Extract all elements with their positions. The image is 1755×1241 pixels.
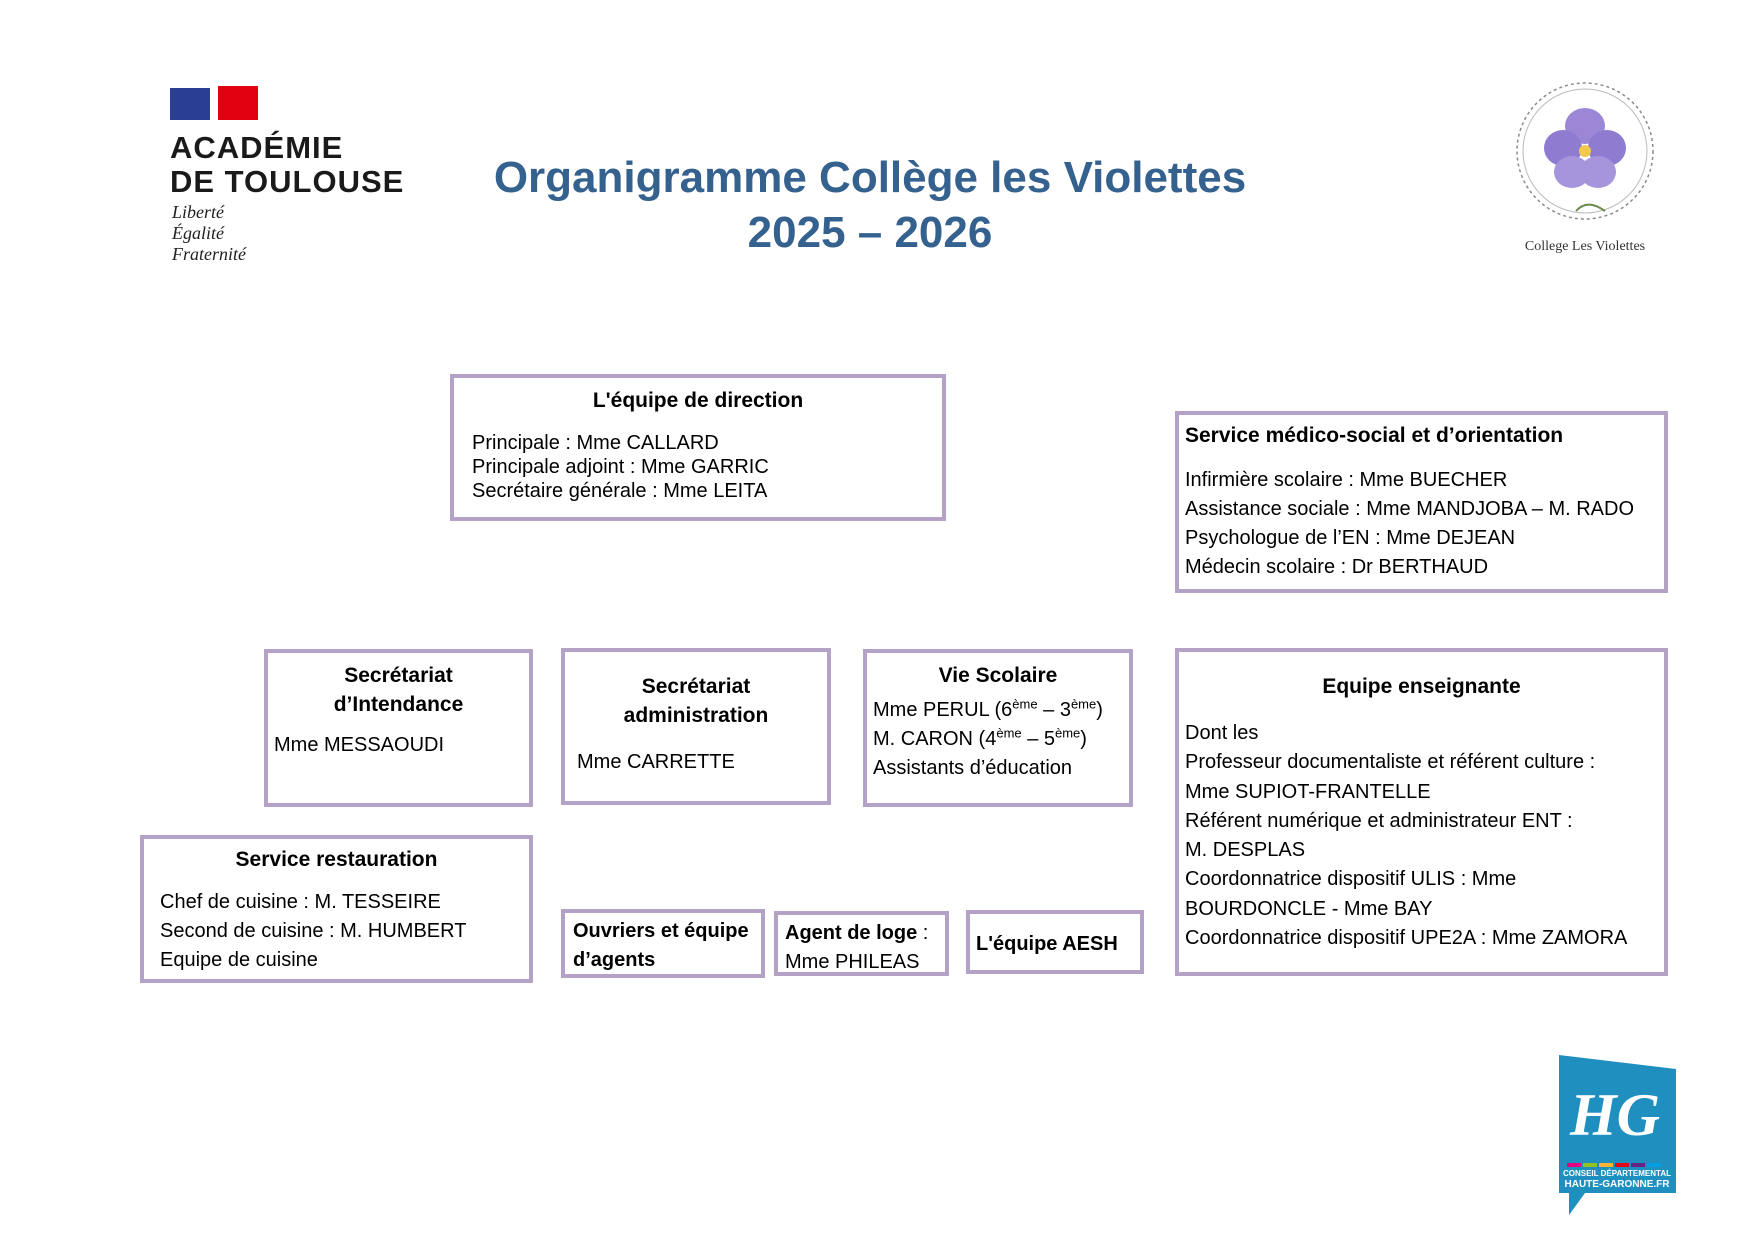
page-title xyxy=(440,150,1300,260)
restauration-title: Service restauration xyxy=(235,848,438,871)
restauration-line: Second de cuisine : M. HUMBERT xyxy=(160,920,467,942)
medico-social-box xyxy=(1175,411,1668,593)
page-title-line1: Organigramme Collège les Violettes xyxy=(493,153,1247,202)
restauration-line: Equipe de cuisine xyxy=(160,949,318,971)
ouvriers-title-line1: Ouvriers et équipe xyxy=(573,920,749,942)
vie-scolaire-box xyxy=(863,649,1133,807)
direction-line: Principale : Mme CALLARD xyxy=(472,432,719,454)
medico-social-line: Assistance sociale : Mme MANDJOBA – M. RADO xyxy=(1185,498,1635,520)
medico-social-title: Service médico-social et d’orientation xyxy=(1185,424,1564,447)
aesh-box xyxy=(966,910,1144,974)
restauration-line: Chef de cuisine : M. TESSEIRE xyxy=(160,891,441,913)
agent-loge-title: Agent de loge xyxy=(785,922,918,944)
enseignante-line: Dont les xyxy=(1185,722,1259,744)
enseignante-line: Mme SUPIOT-FRANTELLE xyxy=(1185,780,1431,803)
direction-line: Secrétaire générale : Mme LEITA xyxy=(472,480,768,502)
flag-white-band xyxy=(210,88,218,120)
svg-text:HG: HG xyxy=(1570,1082,1660,1148)
intendance-title-line1: Secrétariat xyxy=(344,664,453,687)
administration-title-line1: Secrétariat xyxy=(641,675,751,698)
motto-egalite: Égalité xyxy=(172,223,224,243)
intendance-title-line2: d’Intendance xyxy=(333,693,464,716)
intendance-box xyxy=(264,649,533,807)
ouvriers-title-line2: d’agents xyxy=(573,949,656,971)
administration-box xyxy=(561,648,831,805)
agent-loge-box xyxy=(774,911,949,976)
intendance-line: Mme MESSAOUDI xyxy=(274,734,445,756)
ouvriers-box xyxy=(561,909,765,978)
flag-blue-band xyxy=(170,88,210,120)
enseignante-line: BOURDONCLE - Mme BAY xyxy=(1185,897,1433,920)
svg-text:HAUTE-GARONNE.FR: HAUTE-GARONNE.FR xyxy=(1564,1179,1670,1190)
equipe-enseignante-title: Equipe enseignante xyxy=(1322,675,1521,698)
academie-name-line1: ACADÉMIE xyxy=(170,130,344,165)
flag-red-band xyxy=(218,86,258,120)
violet-flower-icon xyxy=(1510,76,1660,236)
academie-logo xyxy=(170,86,410,276)
vie-scolaire-title: Vie Scolaire xyxy=(938,664,1058,687)
motto-fraternite: Fraternité xyxy=(172,244,246,264)
direction-box xyxy=(450,374,946,521)
administration-line: Mme CARRETTE xyxy=(577,751,735,773)
direction-title: L'équipe de direction xyxy=(592,389,804,412)
enseignante-line: Coordonnatrice dispositif ULIS : Mme xyxy=(1185,868,1517,891)
equipe-enseignante-box xyxy=(1175,648,1668,976)
motto-liberte: Liberté xyxy=(172,202,224,222)
direction-line: Principale adjoint : Mme GARRIC xyxy=(472,456,769,478)
college-logo-caption: College Les Violettes xyxy=(1524,239,1646,254)
academie-name-line2: DE TOULOUSE xyxy=(170,164,405,199)
page-title-line2: 2025 – 2026 xyxy=(747,208,993,257)
agent-loge-line: Mme PHILEAS xyxy=(785,951,920,973)
medico-social-line: Médecin scolaire : Dr BERTHAUD xyxy=(1185,556,1489,578)
vie-scolaire-line: Mme PERUL (6ème – 3ème) xyxy=(873,696,1103,721)
restauration-box xyxy=(140,835,533,983)
administration-title-line2: administration xyxy=(623,704,769,727)
college-logo xyxy=(1510,76,1660,266)
vie-scolaire-line: M. CARON (4ème – 5ème) xyxy=(873,725,1087,750)
medico-social-line: Psychologue de l’EN : Mme DEJEAN xyxy=(1185,527,1516,549)
haute-garonne-logo xyxy=(1555,1053,1680,1218)
enseignante-line: Coordonnatrice dispositif UPE2A : Mme ZAMORA xyxy=(1185,927,1628,950)
svg-text:CONSEIL DÉPARTEMENTAL: CONSEIL DÉPARTEMENTAL xyxy=(1562,1169,1672,1178)
haute-garonne-logo-icon xyxy=(1555,1053,1680,1218)
enseignante-line: M. DESPLAS xyxy=(1185,839,1306,862)
agent-loge-colon: : xyxy=(917,922,929,944)
enseignante-line: Référent numérique et administrateur ENT : xyxy=(1185,809,1573,832)
enseignante-line: Professeur documentaliste et référent culture : xyxy=(1185,751,1596,774)
vie-scolaire-line: Assistants d’éducation xyxy=(873,757,1073,779)
medico-social-line: Infirmière scolaire : Mme BUECHER xyxy=(1185,469,1508,491)
aesh-title: L'équipe AESH xyxy=(976,933,1118,955)
